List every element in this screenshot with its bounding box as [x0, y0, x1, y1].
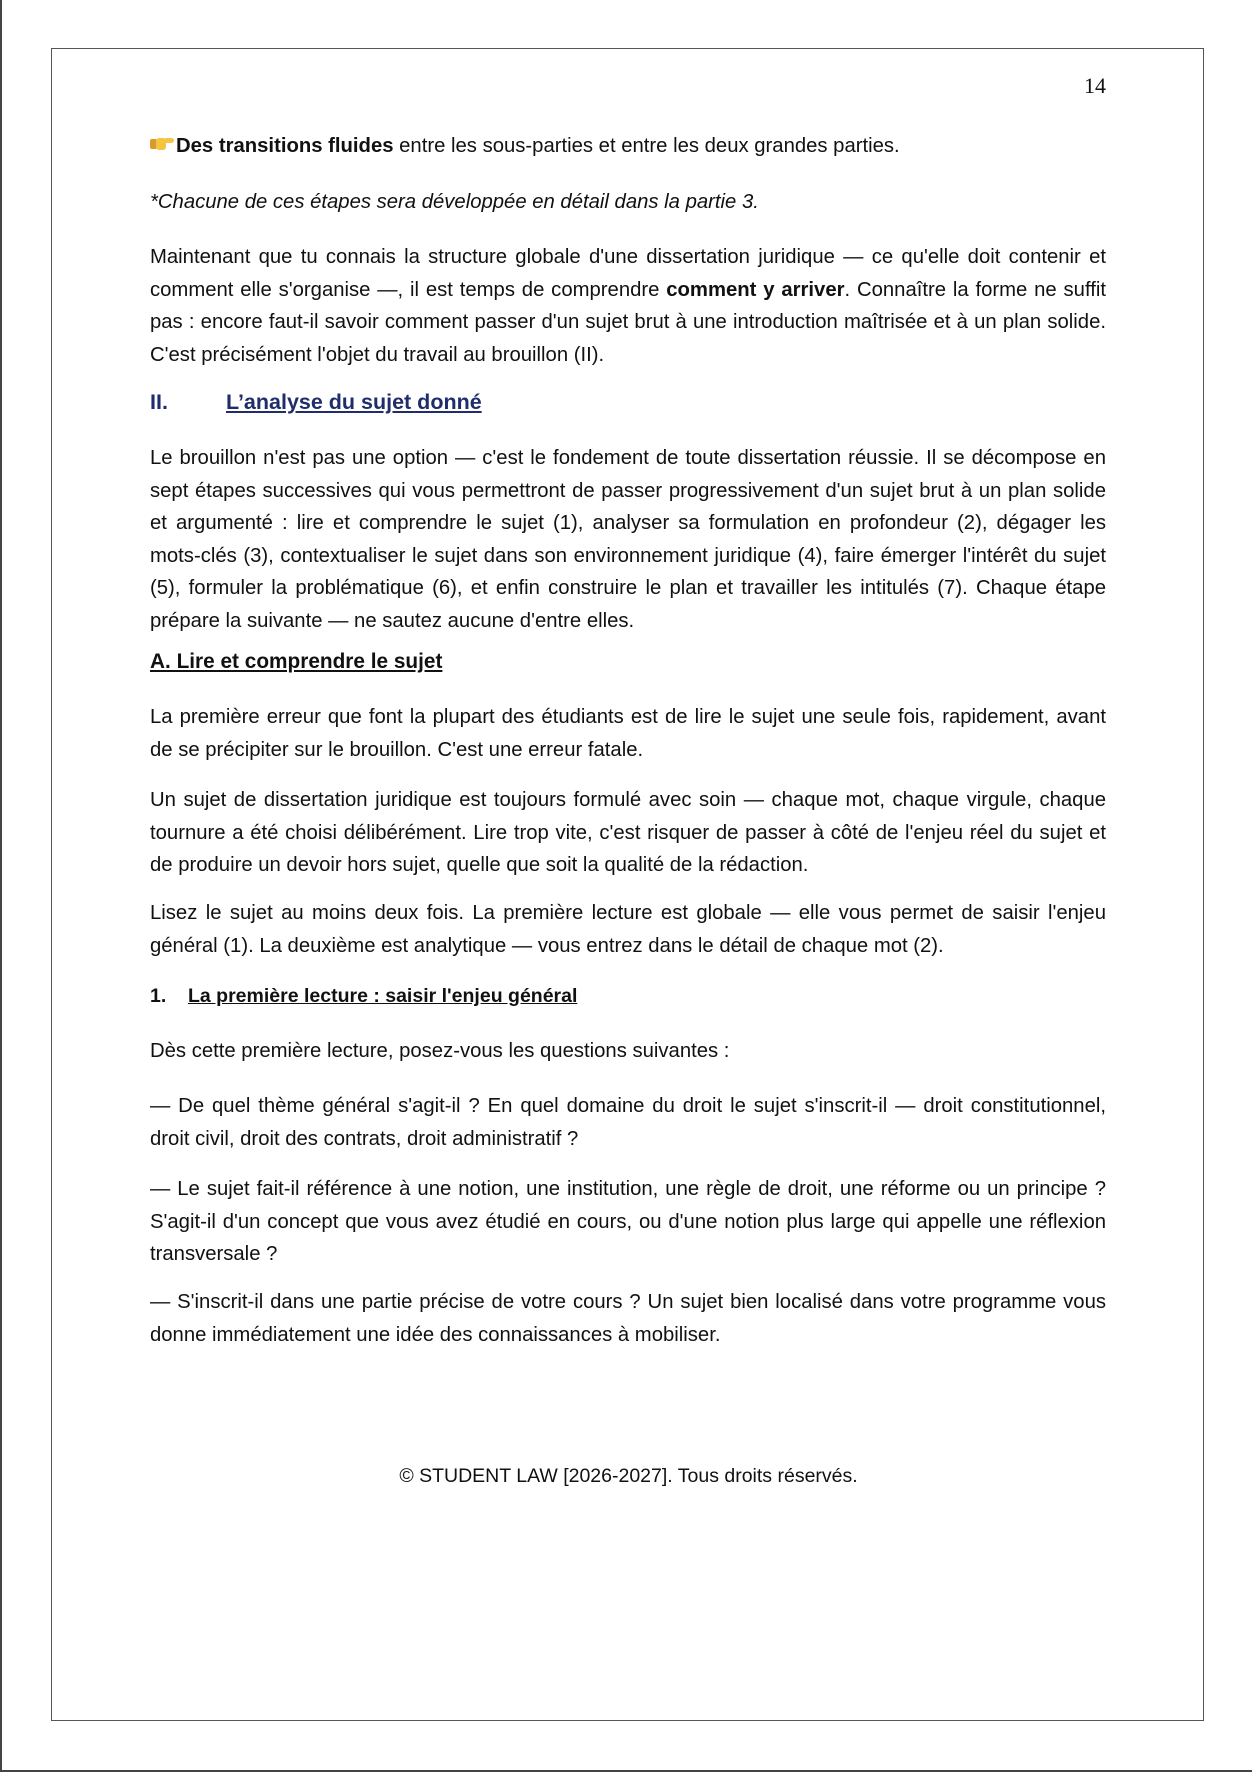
section-title: L’analyse du sujet donné — [226, 390, 482, 414]
transition-text: entre les sous-parties et entre les deux grandes parties. — [393, 135, 900, 157]
question-item: — Le sujet fait-il référence à une notion, une institution, une règle de droit, une réforme ou un principe ? S'agit-il d'un concept que vous avez étudié en cours, ou d'une notion plus large qui appelle une réflexion transversale ? — [150, 1178, 1106, 1265]
transition-line — [150, 130, 1106, 163]
page-number: 14 — [1084, 73, 1106, 98]
section-heading — [150, 386, 1106, 419]
section-number: II. — [150, 390, 168, 414]
intro-paragraph — [150, 241, 1106, 371]
subsection-heading: A. Lire et comprendre le sujet — [150, 650, 443, 673]
intro-part2: . Connaître la forme ne suffit pas : encore faut-il savoir comment passer d'un sujet brut à une introduction maîtrisée et à un plan solide. C'est précisément l'objet du travail au brouillon (II). — [150, 278, 1106, 366]
document-page — [51, 48, 1204, 1721]
note-italic: *Chacune de ces étapes sera développée en détail dans la partie 3. — [150, 191, 759, 213]
item-number: 1. — [150, 985, 167, 1007]
pointing-hand-icon — [150, 136, 174, 150]
item-heading — [150, 980, 1106, 1013]
transition-bold: Des transitions fluides — [176, 135, 394, 157]
paragraph-questions-intro: Dès cette première lecture, posez-vous les questions suivantes : — [150, 1040, 730, 1062]
intro-bold: comment y arriver — [666, 278, 845, 301]
intro-part1: Maintenant que tu connais la structure globale d'une dissertation juridique — ce qu'elle doit contenir et comment elle s'organise —, il est temps de comprendre — [150, 246, 1106, 301]
paragraph-formule: Un sujet de dissertation juridique est toujours formulé avec soin — chaque mot, chaque virgule, chaque tournure a été choisi délibérément. Lire trop vite, c'est risquer de passer à côté de l'enjeu réel du sujet et de produire un devoir hors sujet, quelle que soit la qualité de la rédaction. — [150, 789, 1106, 876]
question-item: — S'inscrit-il dans une partie précise de votre cours ? Un sujet bien localisé dans votre programme vous donne immédiatement une idée des connaissances à mobiliser. — [150, 1291, 1106, 1346]
item-title: La première lecture : saisir l'enjeu général — [188, 985, 578, 1007]
question-item: — De quel thème général s'agit-il ? En quel domaine du droit le sujet s'inscrit-il — droit constitutionnel, droit civil, droit des contrats, droit administratif ? — [150, 1095, 1106, 1150]
paragraph-lisez: Lisez le sujet au moins deux fois. La première lecture est globale — elle vous permet de saisir l'enjeu général (1). La deuxième est analytique — vous entrez dans le détail de chaque mot (2). — [150, 902, 1106, 957]
brouillon-paragraph: Le brouillon n'est pas une option — c'est le fondement de toute dissertation réussie. Il se décompose en sept étapes successives qui vous permettront de passer progressivement d'un sujet brut à un plan solide et argumenté : lire et comprendre le sujet (1), analyser sa formulation en profondeur (2), dégager les mots-clés (3), contextualiser le sujet dans son environnement juridique (4), faire émerger l'intérêt du sujet (5), formuler la problématique (6), et enfin construire le plan et travailler les intitulés (7). Chaque étape prépare la suivante — ne sautez aucune d'entre elles. — [150, 447, 1106, 632]
paragraph-erreur: La première erreur que font la plupart des étudiants est de lire le sujet une seule fois, rapidement, avant de se précipiter sur le brouillon. C'est une erreur fatale. — [150, 706, 1106, 761]
copyright-footer: © STUDENT LAW [2026-2027]. Tous droits réservés. — [399, 1465, 858, 1487]
